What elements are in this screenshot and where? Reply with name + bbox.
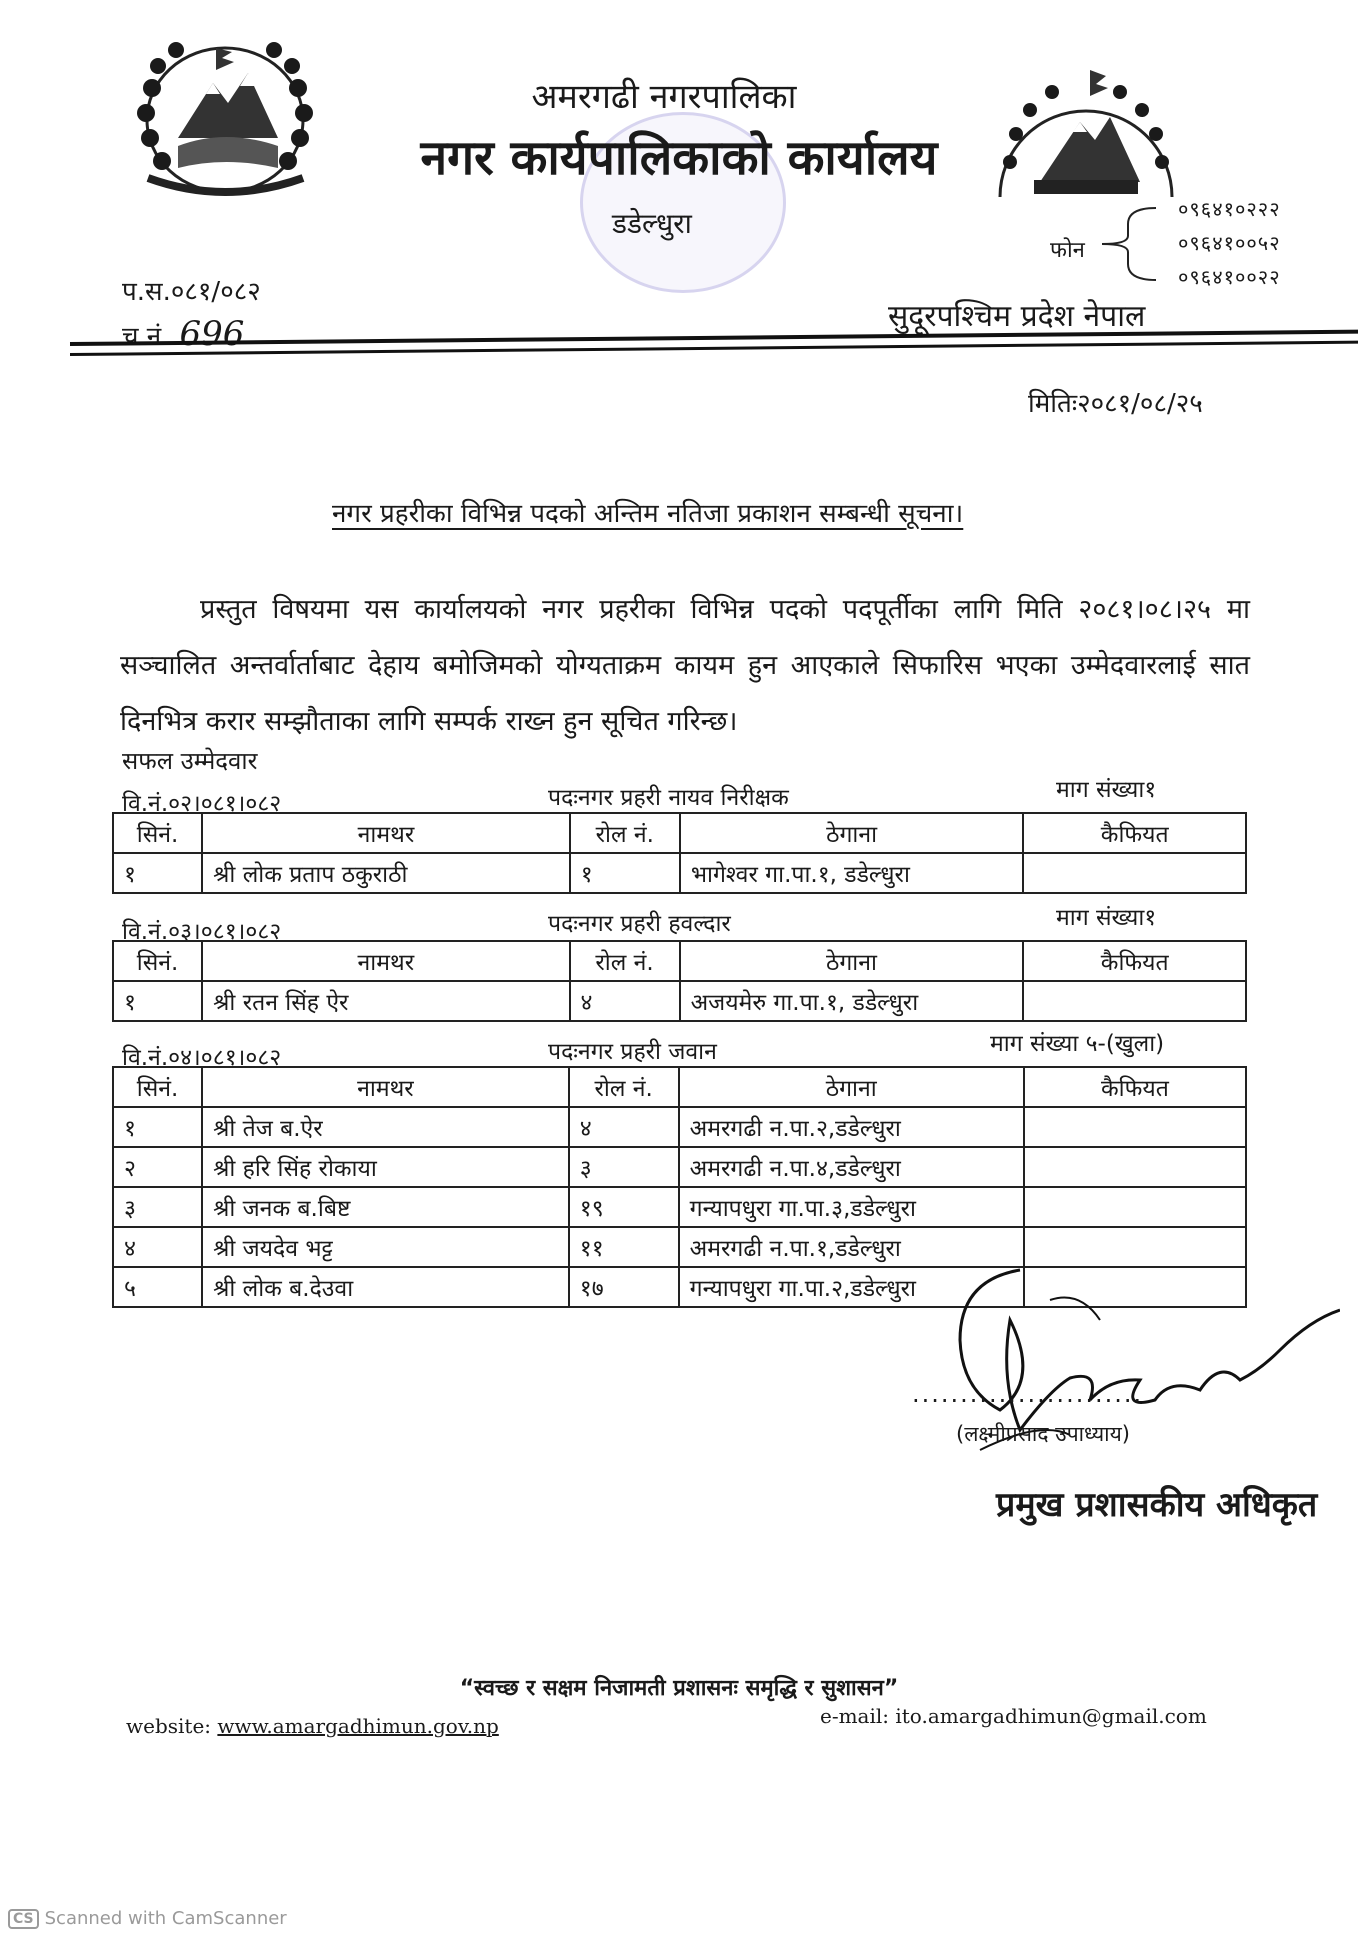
- cell-name: श्री तेज ब.ऐर: [202, 1107, 569, 1147]
- header-roll: रोल नं.: [570, 813, 680, 853]
- signatory-name: (लक्ष्मीप्रसाद उपाध्याय): [956, 1422, 1130, 1446]
- footer-email: [820, 1704, 1207, 1728]
- cell-sn: ४: [113, 1227, 202, 1267]
- cell-roll: ४: [570, 981, 680, 1021]
- cell-address: गन्यापधुरा गा.पा.२,डडेल्धुरा: [679, 1267, 1024, 1307]
- office-name: नगर कार्यपालिकाको कार्यालय: [420, 130, 938, 186]
- cell-address: अजयमेरु गा.पा.१, डडेल्धुरा: [680, 981, 1024, 1021]
- phone-number: ०९६४१०२२२: [1178, 197, 1281, 221]
- cell-name: श्री जयदेव भट्ट: [202, 1227, 569, 1267]
- header-name: नामथर: [202, 813, 570, 853]
- camscanner-icon: CS: [8, 1909, 39, 1929]
- table-row: [113, 1187, 1246, 1227]
- header-address: ठेगाना: [680, 813, 1024, 853]
- header-name: नामथर: [202, 1067, 569, 1107]
- table-header-row: [113, 941, 1246, 981]
- results-table: [112, 812, 1247, 894]
- cell-name: श्री हरि सिंह रोकाया: [202, 1147, 569, 1187]
- header-roll: रोल नं.: [569, 1067, 679, 1107]
- table-header-row: [113, 813, 1246, 853]
- cell-remarks: [1024, 1187, 1246, 1227]
- dispatch-number: [122, 314, 244, 354]
- cell-address: भागेश्वर गा.पा.१, डडेल्धुरा: [680, 853, 1024, 893]
- cell-name: श्री रतन सिंह ऐर: [202, 981, 569, 1021]
- header-remarks: कैफियत: [1023, 941, 1246, 981]
- phone-number: ०९६४१००५२: [1178, 231, 1281, 255]
- header-sn: सिनं.: [113, 941, 202, 981]
- cell-remarks: [1024, 1147, 1246, 1187]
- notice-body: प्रस्तुत विषयमा यस कार्यालयको नगर प्रहरीका विभिन्न पदको पदपूर्तीका लागि मिति २०८१।०८।२५ मा सञ्चालित अन्तर्वार्ताबाट देहाय बमोजिमको योग्यताक्रम कायम हुन आएकाले सिफारिस भएका उम्मेदवारलाई सात दिनभित्र करार सम्झौताका लागि सम्पर्क राख्न हुन सूचित गरिन्छ।: [120, 594, 1250, 737]
- table-row: [113, 853, 1246, 893]
- cell-name: श्री जनक ब.बिष्ट: [202, 1187, 569, 1227]
- post-name: पदःनगर प्रहरी जवान: [548, 1039, 717, 1065]
- website-label: website:: [126, 1714, 212, 1738]
- cell-sn: २: [113, 1147, 202, 1187]
- cell-address: अमरगढी न.पा.२,डडेल्धुरा: [679, 1107, 1024, 1147]
- fiscal-year: प.स.०८१/०८२: [122, 277, 261, 307]
- cell-remarks: [1024, 1107, 1246, 1147]
- cell-roll: ४: [569, 1107, 679, 1147]
- header-address: ठेगाना: [680, 941, 1024, 981]
- notice-subject: नगर प्रहरीका विभिन्न पदको अन्तिम नतिजा प्रकाशन सम्बन्धी सूचना।: [332, 499, 964, 529]
- signature-line: ........................: [912, 1380, 1144, 1408]
- header-address: ठेगाना: [679, 1067, 1024, 1107]
- cell-name: श्री लोक ब.देउवा: [202, 1267, 569, 1307]
- cell-sn: ५: [113, 1267, 202, 1307]
- cell-roll: १: [570, 853, 680, 893]
- cell-sn: १: [113, 853, 202, 893]
- cell-roll: ३: [569, 1147, 679, 1187]
- email-label: e-mail:: [820, 1704, 890, 1728]
- notice-number: वि.नं.०३।०८१।०८२: [122, 919, 282, 945]
- header-sn: सिनं.: [113, 1067, 202, 1107]
- signatory-title: प्रमुख प्रशासकीय अधिकृत: [996, 1485, 1318, 1525]
- dispatch-label: च.नं.: [122, 322, 170, 352]
- notice-number: वि.नं.०४।०८१।०८२: [122, 1045, 282, 1071]
- website-link[interactable]: www.amargadhimun.gov.np: [217, 1714, 499, 1738]
- header-remarks: कैफियत: [1024, 1067, 1246, 1107]
- cell-remarks: [1023, 981, 1246, 1021]
- dispatch-value: 696: [179, 314, 245, 354]
- post-name: पदःनगर प्रहरी नायव निरीक्षक: [548, 785, 789, 811]
- phone-label: फोन: [1050, 238, 1085, 263]
- cell-remarks: [1023, 853, 1246, 893]
- successful-candidates-label: सफल उम्मेदवार: [122, 747, 258, 775]
- cell-address: अमरगढी न.पा.४,डडेल्धुरा: [679, 1147, 1024, 1187]
- header-roll: रोल नं.: [570, 941, 680, 981]
- scanner-badge: [8, 1908, 287, 1929]
- municipality-name: अमरगढी नगरपालिका: [531, 77, 797, 117]
- cell-roll: ११: [569, 1227, 679, 1267]
- cell-address: गन्यापधुरा गा.पा.३,डडेल्धुरा: [679, 1187, 1024, 1227]
- notice-number: वि.नं.०२।०८१।०८२: [122, 791, 282, 817]
- table-row: [113, 1147, 1246, 1187]
- results-table: [112, 940, 1247, 1022]
- demand-count: माग संख्या ५-(खुला): [990, 1031, 1165, 1057]
- demand-count: माग संख्या१: [1056, 905, 1157, 931]
- header-remarks: कैफियत: [1023, 813, 1246, 853]
- demand-count: माग संख्या१: [1056, 777, 1157, 803]
- email-link[interactable]: ito.amargadhimun@gmail.com: [895, 1704, 1207, 1728]
- table-row: [113, 1107, 1246, 1147]
- district-name: डडेल्धुरा: [612, 207, 692, 240]
- municipality-logo-icon: [990, 62, 1182, 202]
- scanner-text: Scanned with CamScanner: [44, 1908, 287, 1929]
- footer-website: [126, 1714, 499, 1738]
- cell-sn: १: [113, 1107, 202, 1147]
- footer-slogan: “स्वच्छ र सक्षम निजामती प्रशासनः समृद्धि र सुशासन”: [459, 1676, 899, 1701]
- cell-roll: १७: [569, 1267, 679, 1307]
- cell-address: अमरगढी न.पा.१,डडेल्धुरा: [679, 1227, 1024, 1267]
- province-name: सुदूरपश्चिम प्रदेश नेपाल: [888, 299, 1146, 334]
- phone-number: ०९६४१००२२: [1178, 265, 1281, 289]
- table-header-row: [113, 1067, 1246, 1107]
- header-name: नामथर: [202, 941, 569, 981]
- post-name: पदःनगर प्रहरी हवल्दार: [548, 911, 731, 937]
- cell-sn: १: [113, 981, 202, 1021]
- notice-date: मितिः२०८१/०८/२५: [1028, 389, 1203, 419]
- phone-list: [1178, 192, 1281, 294]
- header-sn: सिनं.: [113, 813, 202, 853]
- cell-sn: ३: [113, 1187, 202, 1227]
- cell-name: श्री लोक प्रताप ठकुराठी: [202, 853, 570, 893]
- table-row: [113, 981, 1246, 1021]
- brace-icon: [1098, 204, 1158, 284]
- cell-roll: १९: [569, 1187, 679, 1227]
